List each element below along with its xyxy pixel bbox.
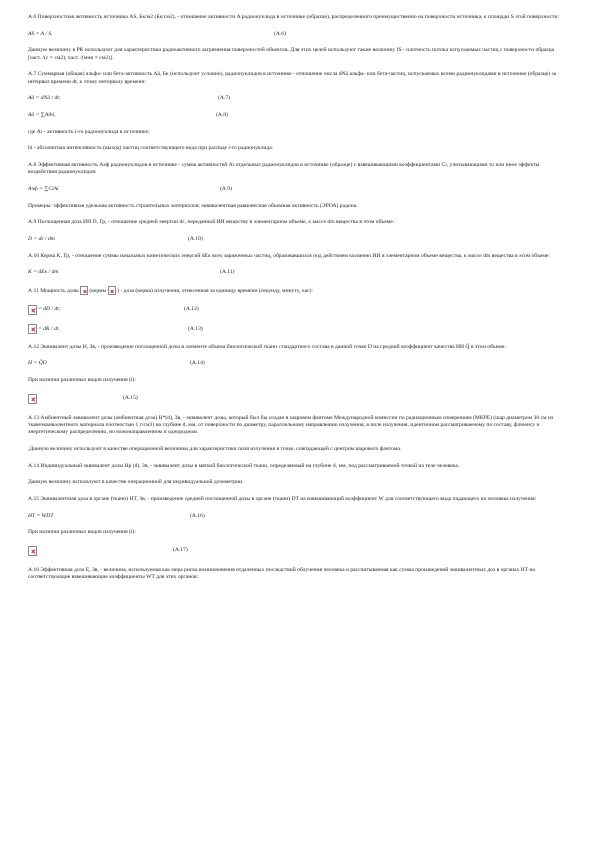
paragraph-a12: А.12 Эквивалент дозы H, Зв, - произведение поглощенной дозы в элементе объема биологической ткани стандартного состава в данной точке D на средний коэффициент качества ИИ Q̄ в этом объеме: (28, 343, 506, 350)
formula-a12 (28, 305, 568, 315)
broken-image-icon (28, 324, 37, 334)
formula-expression: = dD / dt; (38, 306, 61, 313)
paragraph-a16: А.16 Эффективная доза E, Зв, - величина, используемая как мера риска возникновения отдаленных последствий облучения человека и рассчитываемая как сумма произведений эквивалентных доз в органах HT на соответствующие взвешивающие коэффициенты WT для этих органов: (28, 567, 535, 581)
formula-a15 (28, 394, 568, 404)
formula-number: (А.8) (216, 111, 228, 118)
formula-expression: HT = WDT (28, 512, 54, 519)
paragraph-a6: А.6 Поверхностная активность источника AS, Бк/м2 (Бк/см2), - отношение активности A радионуклида в источнике (образце), распределенного преимущественно на поверхности источника, к площади S этой поверхности: (28, 14, 559, 20)
paragraph-a9-example: Примеры: эффективная удельная активность строительных материалов; эквивалентная равновесная объемная активность (ЭРОА) радона. (28, 202, 358, 209)
broken-image-icon (80, 286, 88, 295)
paragraph-mixed-radiation-1: При наличии различных видов излучения (i): (28, 377, 136, 384)
paragraph-a13-note: ,Данную величину используют в качестве операционной величины для характеристики поля излучения в точке, совпадающей с центром шарового фантома. (28, 445, 402, 452)
formula-a9 (28, 186, 568, 193)
broken-image-icon (28, 394, 37, 404)
paragraph-a11-text-3: ) - доза (керма) излучения, отнесенная за единицу времени (секунду, минуту, час): (117, 287, 313, 294)
paragraph-a8: А.8 Эффективная активность Aэф радионуклидов в источнике - сумма активностей Ai отдельных радионуклидов в источнике (образце) с взвешивающими коэффициентами Ci, учитывающими то или иное эффекты воздействия радионуклидов: (28, 162, 540, 176)
paragraph-a13: А.13 Амбиентный эквивалент дозы (амбиентная доза) H*(d), Зв, - эквивалент дозы, который был бы создан в шаровом фантоме Международной комиссии по радиационным измерениям (МКРЕ) (шар диаметром 30 см из тканеэквивалентного материала плотностью 1 г/см3) на глубине d, мм, от поверхности по диаметру, параллельному направлению излучения, в поле излучения, идентичном рассматриваемому по составу, флюенсу и энергетическому распределению, но мононаправленном и однородном. (28, 414, 554, 436)
formula-expression: AS = A / S. (28, 30, 53, 37)
formula-number: (А.13) (188, 325, 203, 332)
formula-number: (А.14) (190, 360, 205, 367)
broken-image-icon (28, 305, 37, 315)
formula-a16 (28, 513, 568, 520)
paragraph-a14: А.14 Индивидуальный эквивалент дозы Hp (d), Зв, - эквивалент дозы в мягкой биологической ткани, определяемый на глубине d, мм, под рассматриваемой точкой на теле человека. (28, 462, 460, 469)
formula-expression: = dK / dt. (38, 325, 60, 332)
formula-expression: Aэф = ∑CiAi (28, 185, 59, 192)
formula-number: (А.10) (188, 236, 203, 243)
formula-number: (А.11) (220, 269, 235, 276)
formula-expression: Aā = ∑Aibi, (28, 111, 56, 118)
formula-a6 (28, 31, 568, 38)
paragraph-a8-where: где Ai - активность i-го радионуклида в источнике; (28, 128, 150, 135)
paragraph-a11 (28, 286, 568, 295)
paragraph-a11-text-2: (кермы (89, 287, 107, 294)
formula-number: (А.7) (218, 95, 230, 102)
paragraph-a9: А.9 Поглощенная доза ИИ D, Гр, - отношение средней энергии dε, переданной ИИ веществу в элементарном объеме, к массе dm вещества в этом объеме: (28, 219, 395, 226)
formula-a11 (28, 269, 568, 276)
formula-a7 (28, 95, 568, 102)
paragraph-a7: А.7 Суммарная (общая) альфа- или бета-активность Aā, Бк (используют условно), радионуклидов в источнике - отношение числа dNā альфа- или бета-частиц, испускаемых всеми радионуклидами в источнике (образце) за интервал времени dt, к этому интервалу времени: (28, 71, 557, 85)
paragraph-a15: А.15 Эквивалентная доза в органе (ткани) HT, Зв, - произведение средней поглощенной дозы в органе (ткани) DT на взвешивающий коэффициент W для соответствующего вида падающего на человека излучения: (28, 495, 537, 502)
paragraph-a6-note: Данную величину в РК используют для характеристики радиоактивного загрязнения поверхностей объектов. Для этих целей используют также величину fS - плотность потока испускаемых частиц с поверхности образца [част. /(с × см2), част. /(мин × см2)]. (28, 47, 555, 61)
formula-expression: D = dε / dm (28, 236, 55, 243)
formula-number: (А.16) (190, 512, 205, 519)
paragraph-mixed-radiation-2: При наличии различных видов излучения (i): (28, 529, 136, 536)
formula-a13 (28, 324, 568, 334)
formula-a14 (28, 360, 568, 367)
formula-a17 (28, 546, 568, 556)
formula-number: (А.6) (274, 30, 286, 37)
formula-number: (А.12) (184, 306, 199, 313)
paragraph-a11-text-1: А.11 Мощность дозы (28, 287, 79, 294)
formula-expression: K = dEк / dm (28, 269, 59, 276)
broken-image-icon (28, 546, 37, 556)
paragraph-a10: А.10 Керма K, Гр, - отношение суммы начальных кинетических энергий dEк всех заряженных частиц, образовавшихся под действием косвенно ИИ в элементарном объеме вещества, к массе dm вещества в этом объеме: (28, 252, 550, 259)
formula-number: (А.9) (220, 185, 232, 192)
formula-a10 (28, 236, 568, 243)
document-body (28, 14, 568, 591)
paragraph-a14-note: Данную величину используют в качестве операционной для индивидуальной дозиметрии. (28, 479, 244, 486)
broken-image-icon (108, 286, 116, 295)
formula-number: (А.17) (173, 547, 188, 554)
formula-expression: Aā = dNā / dt; (28, 95, 61, 102)
formula-a8 (28, 112, 568, 119)
formula-number: (А.15) (123, 395, 138, 402)
formula-expression: H = Q̄D (28, 360, 47, 367)
paragraph-a8-bi: bi - абсолютная интенсивность (выход) частиц соответствующего вида при распаде i-го радионуклида. (28, 145, 274, 152)
